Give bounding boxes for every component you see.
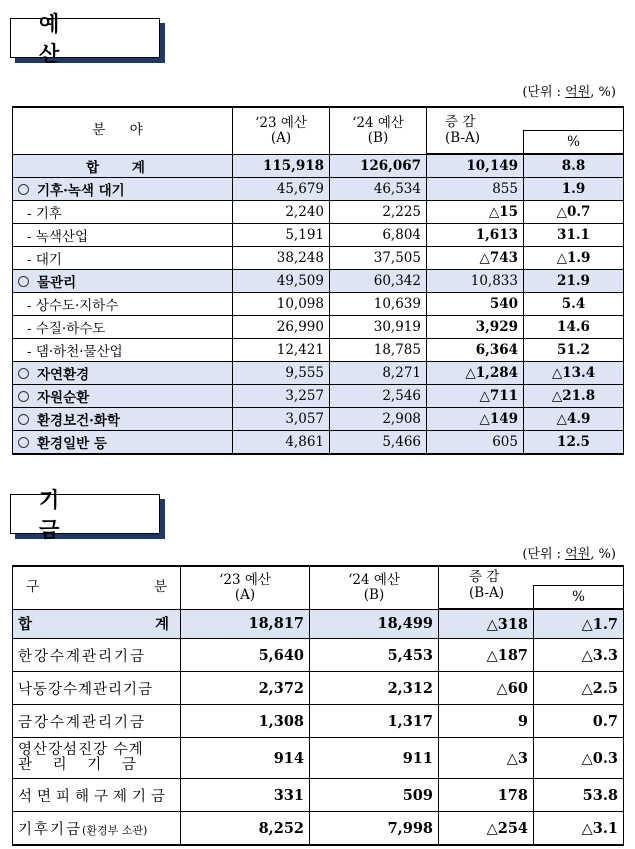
row-label: 기후·녹색 대기 xyxy=(13,178,233,201)
cell-change: 10,833 xyxy=(427,270,524,293)
cell-change: 855 xyxy=(427,178,524,201)
cell-y24: 30,919 xyxy=(330,316,427,339)
cell-y24: 8,271 xyxy=(330,362,427,385)
cell-pct: 51.2 xyxy=(524,339,624,362)
header-pct: % xyxy=(524,131,624,155)
cell-pct: △1.7 xyxy=(534,609,624,639)
cell-change: 9 xyxy=(439,705,534,738)
cell-y24: 37,505 xyxy=(330,247,427,270)
cell-pct: △21.8 xyxy=(524,385,624,408)
cell-y23: 12,421 xyxy=(233,339,330,362)
row-label: 한강수계관리기금 xyxy=(13,639,181,672)
header-y23: ‘23 예산 (A) xyxy=(233,107,330,154)
fund-row xyxy=(13,639,624,672)
cell-pct: 21.9 xyxy=(524,270,624,293)
cell-change: 1,613 xyxy=(427,224,524,247)
cell-y24: 1,317 xyxy=(310,705,439,738)
cell-y23: 5,191 xyxy=(233,224,330,247)
budget-row-sub xyxy=(13,224,624,247)
row-label: - 녹색산업 xyxy=(13,224,233,247)
fund-row xyxy=(13,738,624,779)
row-label xyxy=(13,738,181,779)
header-change: 증 감 xyxy=(427,107,624,131)
cell-y23: 10,098 xyxy=(233,293,330,316)
budget-row-sub xyxy=(13,316,624,339)
row-label: 금강수계관리기금 xyxy=(13,705,181,738)
row-label: 자연환경 xyxy=(13,362,233,385)
row-label-line2: 관 리 기 금 xyxy=(18,757,144,773)
cell-change: △60 xyxy=(439,672,534,705)
budget-row-category xyxy=(13,178,624,201)
cell-pct: 12.5 xyxy=(524,431,624,455)
row-label: 석면피해구제기금 xyxy=(13,779,181,812)
row-label-note: (환경부 소관) xyxy=(82,823,148,837)
cell-pct: 5.4 xyxy=(524,293,624,316)
cell-change: △3 xyxy=(439,738,534,779)
circle-bullet-icon xyxy=(18,184,29,195)
unit-suffix: , %) xyxy=(590,547,616,562)
budget-row-category xyxy=(13,431,624,455)
cell-change: 178 xyxy=(439,779,534,812)
header-field xyxy=(13,566,181,609)
cell-y23: 115,918 xyxy=(233,154,330,178)
cell-y23: 3,257 xyxy=(233,385,330,408)
cell-pct: △2.5 xyxy=(534,672,624,705)
fund-row xyxy=(13,812,624,846)
fund-section-title xyxy=(10,487,160,542)
cell-pct: △3.1 xyxy=(534,812,624,846)
cell-y23: 45,679 xyxy=(233,178,330,201)
budget-section-title xyxy=(10,11,160,66)
budget-row-category xyxy=(13,385,624,408)
cell-y24: 2,546 xyxy=(330,385,427,408)
cell-pct: △0.3 xyxy=(534,738,624,779)
cell-y24: 2,312 xyxy=(310,672,439,705)
cell-y24: 2,225 xyxy=(330,201,427,224)
budget-row-total xyxy=(13,154,624,178)
row-label: 합 계 xyxy=(13,609,181,639)
cell-y23: 4,861 xyxy=(233,431,330,455)
budget-row-sub xyxy=(13,201,624,224)
cell-pct: 1.9 xyxy=(524,178,624,201)
cell-change: 3,929 xyxy=(427,316,524,339)
cell-pct: 31.1 xyxy=(524,224,624,247)
row-label: 합 계 xyxy=(13,154,233,178)
cell-change: 540 xyxy=(427,293,524,316)
cell-change: △254 xyxy=(439,812,534,846)
circle-bullet-icon xyxy=(18,437,29,448)
cell-y23: 38,248 xyxy=(233,247,330,270)
row-label: - 대기 xyxy=(13,247,233,270)
header-y24: ‘24 예산 (B) xyxy=(330,107,427,154)
cell-pct: △0.7 xyxy=(524,201,624,224)
fund-row xyxy=(13,779,624,812)
cell-y23: 26,990 xyxy=(233,316,330,339)
cell-pct: △4.9 xyxy=(524,408,624,431)
budget-row-sub xyxy=(13,247,624,270)
cell-change: 605 xyxy=(427,431,524,455)
header-field-left: 구 xyxy=(26,579,40,596)
cell-pct: 53.8 xyxy=(534,779,624,812)
row-label: 기후기금(환경부 소관) xyxy=(13,812,181,846)
row-label: - 수질·하수도 xyxy=(13,316,233,339)
cell-change: △1,284 xyxy=(427,362,524,385)
cell-pct: 8.8 xyxy=(524,154,624,178)
cell-y23: 49,509 xyxy=(233,270,330,293)
row-label: 자원순환 xyxy=(13,385,233,408)
fund-row xyxy=(13,672,624,705)
row-label: 물관리 xyxy=(13,270,233,293)
fund-row xyxy=(13,705,624,738)
fund-title-text: 기 금 xyxy=(39,487,88,542)
unit-main: 억원 xyxy=(565,547,591,562)
fund-table xyxy=(12,565,624,846)
cell-change: △15 xyxy=(427,201,524,224)
budget-row-category xyxy=(13,362,624,385)
cell-change: △743 xyxy=(427,247,524,270)
budget-row-sub xyxy=(13,293,624,316)
cell-y23: 18,817 xyxy=(181,609,310,639)
cell-y24: 5,453 xyxy=(310,639,439,672)
fund-row-total xyxy=(13,609,624,639)
row-label: 낙동강수계관리기금 xyxy=(13,672,181,705)
cell-y24: 911 xyxy=(310,738,439,779)
row-label: 환경보건·화학 xyxy=(13,408,233,431)
cell-y24: 6,804 xyxy=(330,224,427,247)
cell-y23: 5,640 xyxy=(181,639,310,672)
cell-y24: 126,067 xyxy=(330,154,427,178)
cell-change: △711 xyxy=(427,385,524,408)
header-field-right: 분 xyxy=(153,579,167,596)
cell-y24: 10,639 xyxy=(330,293,427,316)
cell-change: △318 xyxy=(439,609,534,639)
row-label-line1: 영산강섬진강 수계 xyxy=(18,742,144,758)
cell-y24: 46,534 xyxy=(330,178,427,201)
header-field: 분 야 xyxy=(13,107,233,154)
cell-y24: 18,499 xyxy=(310,609,439,639)
cell-change: △149 xyxy=(427,408,524,431)
unit-prefix: (단위 : xyxy=(522,547,566,562)
cell-y23: 331 xyxy=(181,779,310,812)
budget-row-category xyxy=(13,270,624,293)
cell-y24: 2,908 xyxy=(330,408,427,431)
budget-table xyxy=(12,106,624,455)
fund-header-row-1 xyxy=(13,566,624,586)
unit-main: 억원 xyxy=(565,85,591,100)
cell-y23: 3,057 xyxy=(233,408,330,431)
circle-bullet-icon xyxy=(18,391,29,402)
cell-pct: 14.6 xyxy=(524,316,624,339)
fund-unit-note xyxy=(522,543,616,562)
cell-pct: △1.9 xyxy=(524,247,624,270)
cell-y24: 18,785 xyxy=(330,339,427,362)
cell-y23: 914 xyxy=(181,738,310,779)
cell-y24: 509 xyxy=(310,779,439,812)
row-label: - 기후 xyxy=(13,201,233,224)
header-change-sub: (B-A) xyxy=(427,131,524,155)
circle-bullet-icon xyxy=(18,276,29,287)
cell-change: 6,364 xyxy=(427,339,524,362)
cell-y24: 60,342 xyxy=(330,270,427,293)
cell-y23: 9,555 xyxy=(233,362,330,385)
header-y23: ‘23 예산 (A) xyxy=(181,566,310,609)
budget-title-text: 예 산 xyxy=(39,11,88,66)
cell-y23: 1,308 xyxy=(181,705,310,738)
unit-suffix: , %) xyxy=(590,85,616,100)
header-change: 증 감 xyxy=(439,566,624,586)
cell-y23: 8,252 xyxy=(181,812,310,846)
circle-bullet-icon xyxy=(18,414,29,425)
cell-y23: 2,372 xyxy=(181,672,310,705)
header-y24: ‘24 예산 (B) xyxy=(310,566,439,609)
cell-pct: △13.4 xyxy=(524,362,624,385)
cell-pct: △3.3 xyxy=(534,639,624,672)
cell-y24: 5,466 xyxy=(330,431,427,455)
row-label: - 상수도·지하수 xyxy=(13,293,233,316)
header-change-sub: (B-A) xyxy=(439,586,534,610)
budget-row-sub xyxy=(13,339,624,362)
circle-bullet-icon xyxy=(18,368,29,379)
cell-pct: 0.7 xyxy=(534,705,624,738)
budget-row-category xyxy=(13,408,624,431)
row-label: 환경일반 등 xyxy=(13,431,233,455)
cell-change: △187 xyxy=(439,639,534,672)
budget-header-row-1 xyxy=(13,107,624,131)
row-label: - 댐·하천·물산업 xyxy=(13,339,233,362)
budget-unit-note xyxy=(522,81,616,100)
cell-y24: 7,998 xyxy=(310,812,439,846)
cell-change: 10,149 xyxy=(427,154,524,178)
cell-y23: 2,240 xyxy=(233,201,330,224)
header-pct: % xyxy=(534,586,624,610)
unit-prefix: (단위 : xyxy=(522,85,566,100)
